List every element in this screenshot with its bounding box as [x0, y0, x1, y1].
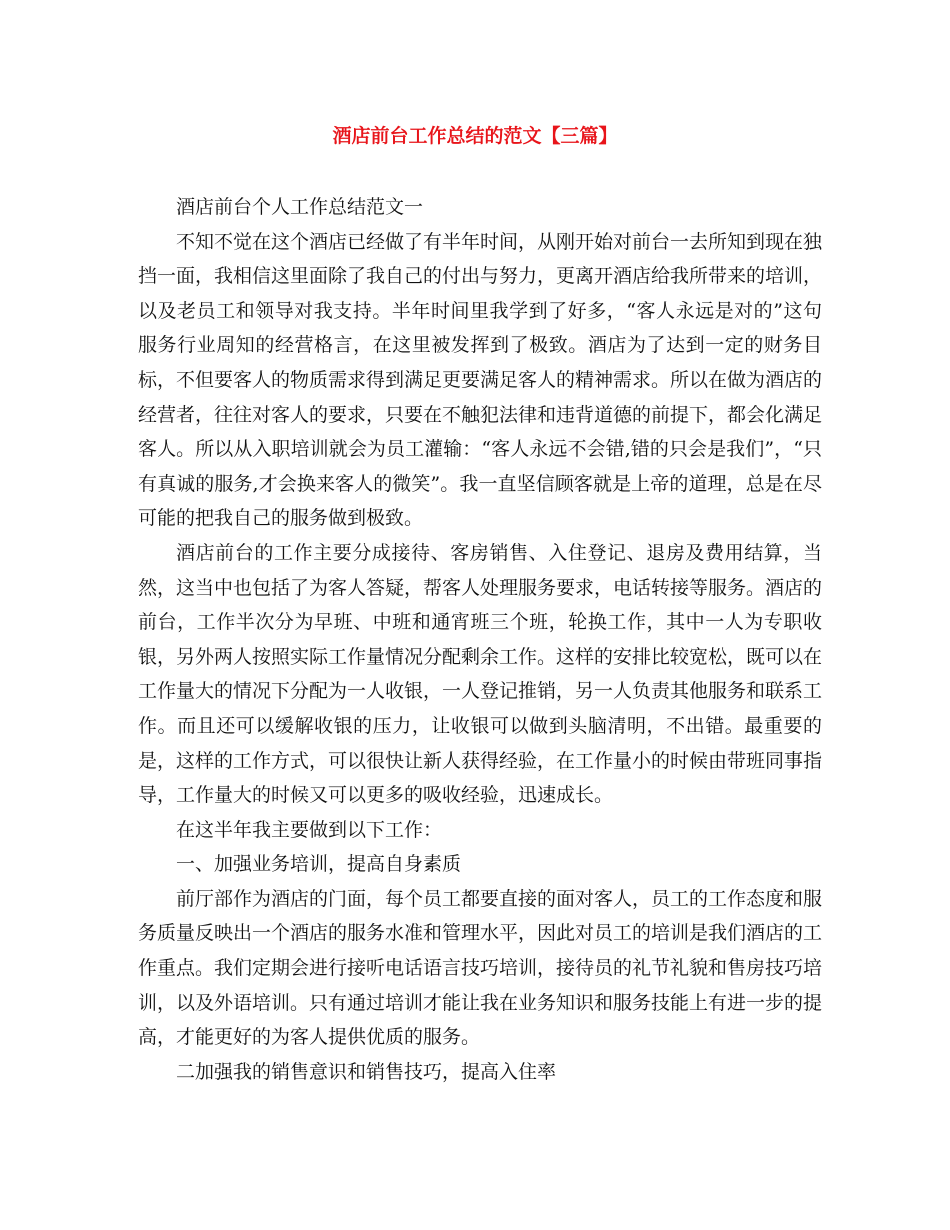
- subheading: 二加强我的销售意识和销售技巧，提高入住率: [176, 1060, 557, 1083]
- section-heading: 酒店前台个人工作总结范文一: [176, 196, 424, 218]
- paragraph: 酒店前台的工作主要分成接待、客房销售、入住登记、退房及费用结算，当然，这当中也包括了为客人答疑，帮客人处理服务要求，电话转接等服务。酒店的前台，工作半次分为早班、中班和通宵班三个班，轮换工作，其中一人为专职收银，另外两人按照实际工作量情况分配剩余工作。这样的安排比较宽松，既可以在工作量大的情况下分配为一人收银，一人登记推销，另一人负责其他服务和联系工作。而且还可以缓解收银的压力，让收银可以做到头脑清明，不出错。最重要的是，这样的工作方式，可以很快让新人获得经验，在工作量小的时候由带班同事指导，工作量大的时候又可以更多的吸收经验，迅速成长。: [138, 541, 823, 807]
- subheading: 一、加强业务培训，提高自身素质: [176, 853, 462, 876]
- paragraph: 不知不觉在这个酒店已经做了有半年时间，从刚开始对前台一去所知到现在独挡一面，我相信这里面除了我自己的付出与努力，更离开酒店给我所带来的培训，以及老员工和领导对我支持。半年时间里我学到了好多，“客人永远是对的”这句服务行业周知的经营格言，在这里被发挥到了极致。酒店为了达到一定的财务目标，不但要客人的物质需求得到满足更要满足客人的精神需求。所以在做为酒店的经营者，往往对客人的要求，只要在不触犯法律和违背道德的前提下，都会化满足客人。所以从入职培训就会为员工灌输：“客人永远不会错,错的只会是我们”，“只有真诚的服务,才会换来客人的微笑”。我一直坚信顾客就是上帝的道理，总是在尽可能的把我自己的服务做到极致。: [138, 230, 823, 530]
- document-body: [138, 190, 822, 1089]
- paragraph: 前厅部作为酒店的门面，每个员工都要直接的面对客人，员工的工作态度和服务质量反映出一个酒店的服务水准和管理水平，因此对员工的培训是我们酒店的工作重点。我们定期会进行接听电话语言技巧培训，接待员的礼节礼貌和售房技巧培训，以及外语培训。只有通过培训才能让我在业务知识和服务技能上有进一步的提高，才能更好的为客人提供优质的服务。: [138, 887, 823, 1049]
- document-title: 酒店前台工作总结的范文【三篇】: [332, 125, 618, 147]
- paragraph: 在这半年我主要做到以下工作：: [176, 818, 443, 841]
